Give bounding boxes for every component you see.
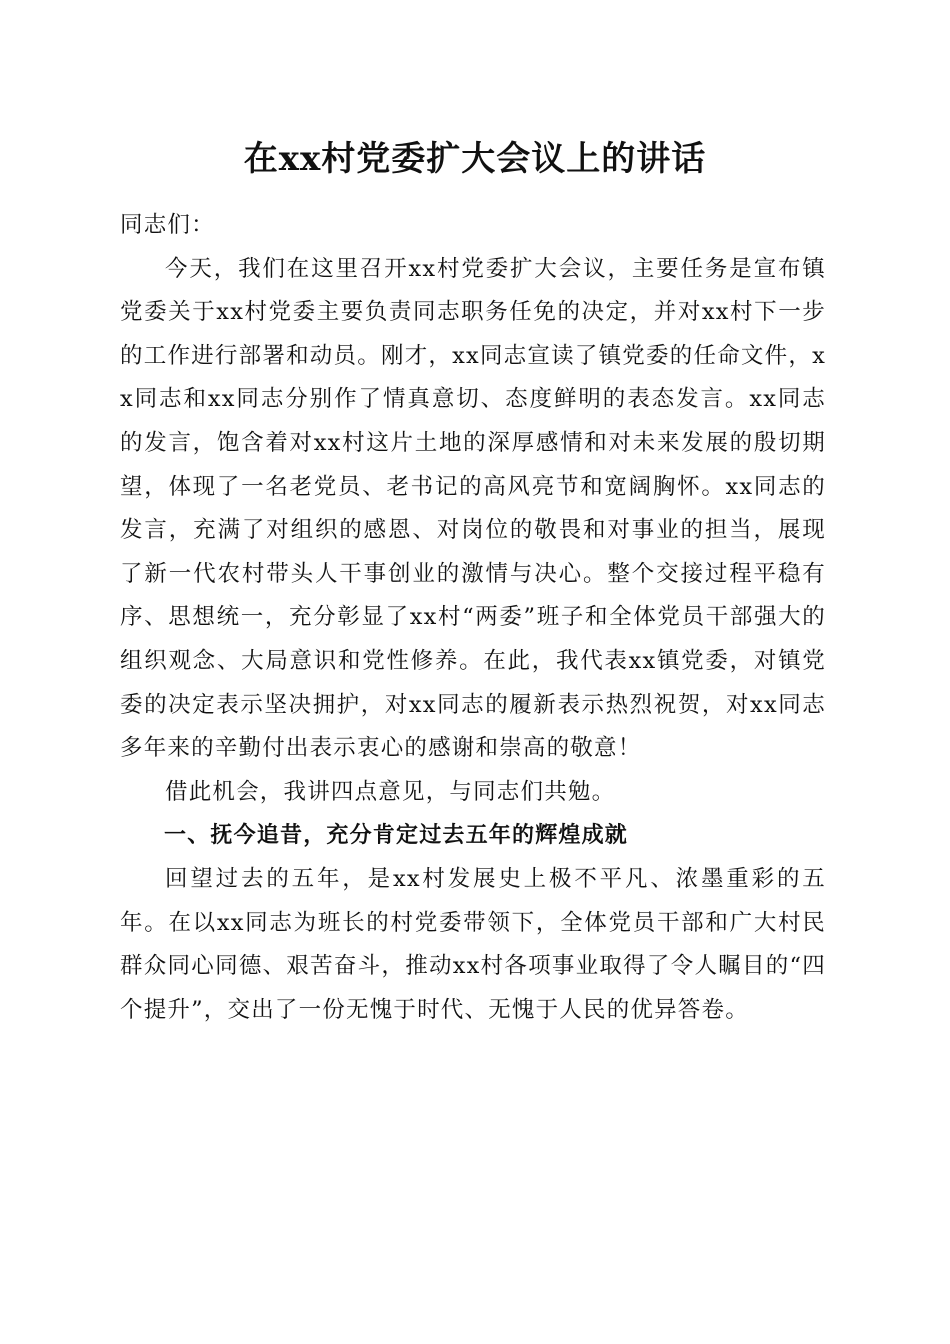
document-title: 在xx村党委扩大会议上的讲话 bbox=[243, 139, 707, 179]
section-heading: 一、抚今追昔，充分肯定过去五年的辉煌成就 bbox=[164, 823, 629, 849]
paragraph-transition: 借此机会，我讲四点意见，与同志们共勉。 bbox=[165, 778, 616, 805]
salutation: 同志们： bbox=[120, 212, 215, 238]
paragraph-opening: 今天，我们在这里召开xx村党委扩大会议，主要任务是宣布镇党委关于xx村党委主要负责同志职务任免的决定，并对xx村下一步的工作进行部署和动员。刚才，xx同志宣读了镇党委的任命文件，xx同志和xx同志分别作了情真意切、态度鲜明的表态发言。xx同志的发言，饱含着对xx村这片土地的深厚感情和对未来发展的殷切期望，体现了一名老党员、老书记的高风亮节和宽阔胸怀。xx同志的发言，充满了对组织的感恩、对岗位的敬畏和对事业的担当，展现了新一代农村带头人干事创业的激情与决心。整个交接过程平稳有序、思想统一，充分彰显了xx村“两委”班子和全体党员干部强大的组织观念、大局意识和党性修养。在此，我代表xx镇党委，对镇党委的决定表示坚决拥护，对xx同志的履新表示热烈祝贺，对xx同志多年来的辛勤付出表示衷心的感谢和崇高的敬意！ bbox=[120, 255, 826, 762]
section-paragraph: 回望过去的五年，是xx村发展史上极不平凡、浓墨重彩的五年。在以xx同志为班长的村党委带领下，全体党员干部和广大村民群众同心同德、艰苦奋斗，推动xx村各项事业取得了令人瞩目的“四个提升”，交出了一份无愧于时代、无愧于人民的优异答卷。 bbox=[120, 865, 826, 1023]
document-body bbox=[120, 204, 826, 1032]
